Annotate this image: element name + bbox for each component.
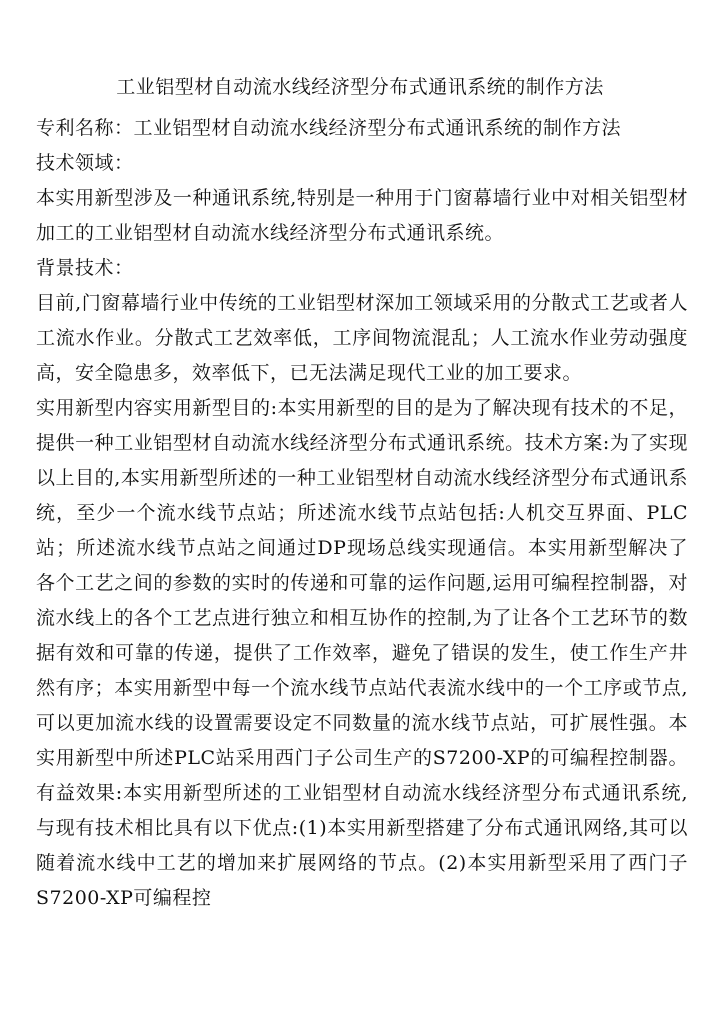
background-heading: 背景技术： — [36, 257, 134, 279]
technical-field-paragraph: 本实用新型涉及一种通讯系统,特别是一种用于门窗幕墙行业中对相关铝型材加工的工业铝型材自动流水线经济型分布式通讯系统。 — [36, 187, 688, 244]
technical-field-heading: 技术领域： — [36, 152, 134, 174]
background-paragraph: 目前,门窗幕墙行业中传统的工业铝型材深加工领域采用的分散式工艺或者人工流水作业。分散式工艺效率低，工序间物流混乱；人工流水作业劳动强度高，安全隐患多，效率低下，已无法满足现代工业的加工要求。 — [36, 292, 688, 384]
document-body — [36, 111, 688, 916]
utility-content-paragraph: 实用新型内容实用新型目的:本实用新型的目的是为了解决现有技术的不足，提供一种工业铝型材自动流水线经济型分布式通讯系统。技术方案:为了实现以上目的,本实用新型所述的一种工业铝型材自动流水线经济型分布式通讯系统，至少一个流水线节点站；所述流水线节点站包括:人机交互界面、PLC站；所述流水线节点站之间通过DP现场总线实现通信。本实用新型解决了各个工艺之间的参数的实时的传递和可靠的运作问题,运用可编程控制器，对流水线上的各个工艺点进行独立和相互协作的控制,为了让各个工艺环节的数据有效和可靠的传递，提供了工作效率，避免了错误的发生，使工作生产井然有序；本实用新型中每一个流水线节点站代表流水线中的一个工序或节点,可以更加流水线的设置需要设定不同数量的流水线节点站，可扩展性强。本实用新型中所述PLC站采用西门子公司生产的S7200-XP的可编程控制器。有益效果:本实用新型所述的工业铝型材自动流水线经济型分布式通讯系统,与现有技术相比具有以下优点:(1)本实用新型搭建了分布式通讯网络,其可以随着流水线中工艺的增加来扩展网络的节点。(2)本实用新型采用了西门子S7200-XP可编程控 — [36, 397, 688, 909]
patent-name-line: 专利名称：工业铝型材自动流水线经济型分布式通讯系统的制作方法 — [36, 117, 622, 139]
document-title: 工业铝型材自动流水线经济型分布式通讯系统的制作方法 — [116, 76, 604, 98]
